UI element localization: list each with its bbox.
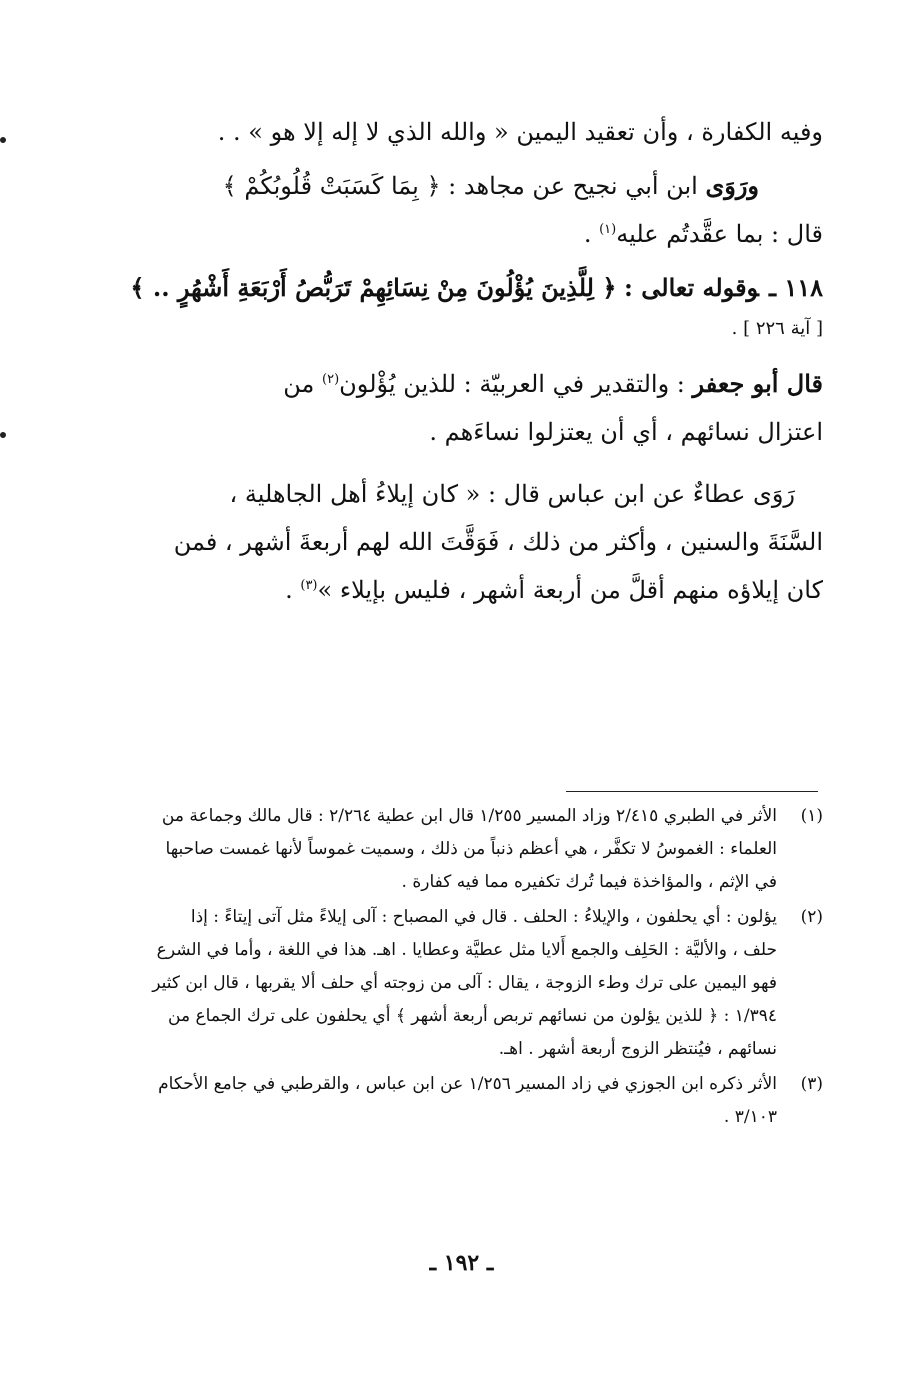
- footnote-line: يؤلون : أي يحلفون ، والإيلاءُ : الحلف . قال في المصباح : آلى إيلاءً مثل آتى إيتاءً : إذا: [190, 907, 777, 927]
- section-number: ١١٨ ـ: [768, 273, 823, 302]
- footnote-separator: [566, 791, 818, 792]
- scan-edge-mark: [0, 432, 6, 438]
- footnote-ref-1: (١): [599, 222, 617, 237]
- paragraph-ibn-abbas: [80, 470, 823, 614]
- text-line: [80, 162, 759, 210]
- text-span: .: [285, 576, 301, 604]
- footnote-line: حلف ، والأليَّة : الحَلِف والجمع أَلايا مثل عطيَّة وعطايا . اهـ. هذا في اللغة ، وأما في الشرع: [156, 940, 777, 960]
- footnote-line: نسائهم ، فيُنتظر الزوج أربعة أشهر . اهـ.: [498, 1039, 777, 1059]
- text-line: [80, 264, 823, 312]
- footnote-line: في الإثم ، والمؤاخذة فيما تُرك تكفيره مما فيه كفارة .: [401, 872, 777, 892]
- quran-ayah: ﴿ لِلَّذِينَ يُؤْلُونَ مِنْ نِسَائِهِمْ تَرَبُّصُ أَرْبَعَةِ أَشْهُرٍ .. ﴾: [130, 273, 617, 302]
- ayah-reference-text: [ آية ٢٢٦ ] .: [731, 318, 823, 339]
- scan-edge-mark: [0, 137, 6, 143]
- footnote-2: [80, 901, 823, 1066]
- narration-lead: ورَوَى: [705, 171, 759, 200]
- footnote-line: ٣/١٠٣ .: [723, 1107, 777, 1127]
- footnote-line: العلماء : الغموسُ لا تكفَّر ، هي أعظم ذنباً من ذلك ، وسميت غموساً لأنها غمست صاحبها: [165, 839, 777, 859]
- footnote-text: [80, 800, 777, 899]
- narration-text: ابن أبي نجيح عن مجاهد : ﴿ بِمَا كَسَبَتْ قُلُوبُكُمْ ﴾: [222, 172, 698, 200]
- section-lead: وقوله تعالى :: [624, 273, 759, 302]
- footnote-line: الأثر ذكره ابن الجوزي في زاد المسير ١/٢٥٦ عن ابن عباس ، والقرطبي في جامع الأحكام: [158, 1074, 777, 1094]
- footnote-text: [80, 1068, 777, 1134]
- text-line: رَوَى عطاءٌ عن ابن عباس قال : « كان إيلاءُ أهل الجاهلية ،: [229, 480, 795, 508]
- footnote-number: (٢): [800, 907, 823, 927]
- main-text: [80, 108, 823, 614]
- text-span: : والتقدير في العربيّة : للذين يُؤْلون: [339, 370, 685, 398]
- footnote-line: فهو اليمين على ترك وطء الزوجة ، يقال : آلى من زوجته أي حلف ألا يقربها ، قال ابن كثير: [152, 973, 777, 993]
- text-line: اعتزال نسائهم ، أي أن يعتزلوا نساءَهم .: [429, 418, 823, 446]
- speaker-lead: قال أبو جعفر: [692, 369, 823, 398]
- footnote-text: [80, 901, 777, 1066]
- ayah-reference: [80, 312, 823, 346]
- paragraph-kaffara: [80, 108, 823, 156]
- footnote-ref-3: (٣): [300, 578, 318, 593]
- text-span: كان إيلاؤه منهم أقلَّ من أربعة أشهر ، فليس بإيلاء »: [317, 576, 823, 604]
- footnotes: [80, 800, 823, 1136]
- text-span: قال : بما عقَّدتُم عليه: [616, 220, 823, 248]
- text-line: السَّنَةَ والسنين ، وأكثر من ذلك ، فَوَقَّتَ الله لهم أربعةَ أشهر ، فمن: [173, 528, 823, 556]
- text-line: [80, 566, 823, 614]
- footnote-line: الأثر في الطبري ٢/٤١٥ وزاد المسير ١/٢٥٥ قال ابن عطية ٢/٢٦٤ : قال مالك وجماعة من: [161, 806, 777, 826]
- section-heading-118: [80, 264, 823, 312]
- footnote-3: [80, 1068, 823, 1134]
- text-line: [80, 210, 823, 258]
- page-number: ـ ١٩٢ ـ: [429, 1250, 494, 1276]
- paragraph-abu-jafar: [80, 360, 823, 456]
- paragraph-mujahid-cont: [80, 210, 823, 258]
- footnote-number: (١): [800, 806, 823, 826]
- text-line: وفيه الكفارة ، وأن تعقيد اليمين « والله الذي لا إله إلا هو » . .: [217, 118, 823, 146]
- footnote-line: ١/٣٩٤ : ﴿ للذين يؤلون من نسائهم تربص أربعة أشهر ﴾ أي يحلفون على ترك الجماع من: [168, 1006, 777, 1026]
- paragraph-mujahid: [80, 162, 823, 210]
- footnote-1: [80, 800, 823, 899]
- footnote-ref-2: (٢): [322, 372, 340, 387]
- text-span: من: [283, 370, 323, 398]
- footnote-number: (٣): [800, 1074, 823, 1094]
- text-line: [80, 360, 823, 408]
- text-span: .: [583, 220, 600, 248]
